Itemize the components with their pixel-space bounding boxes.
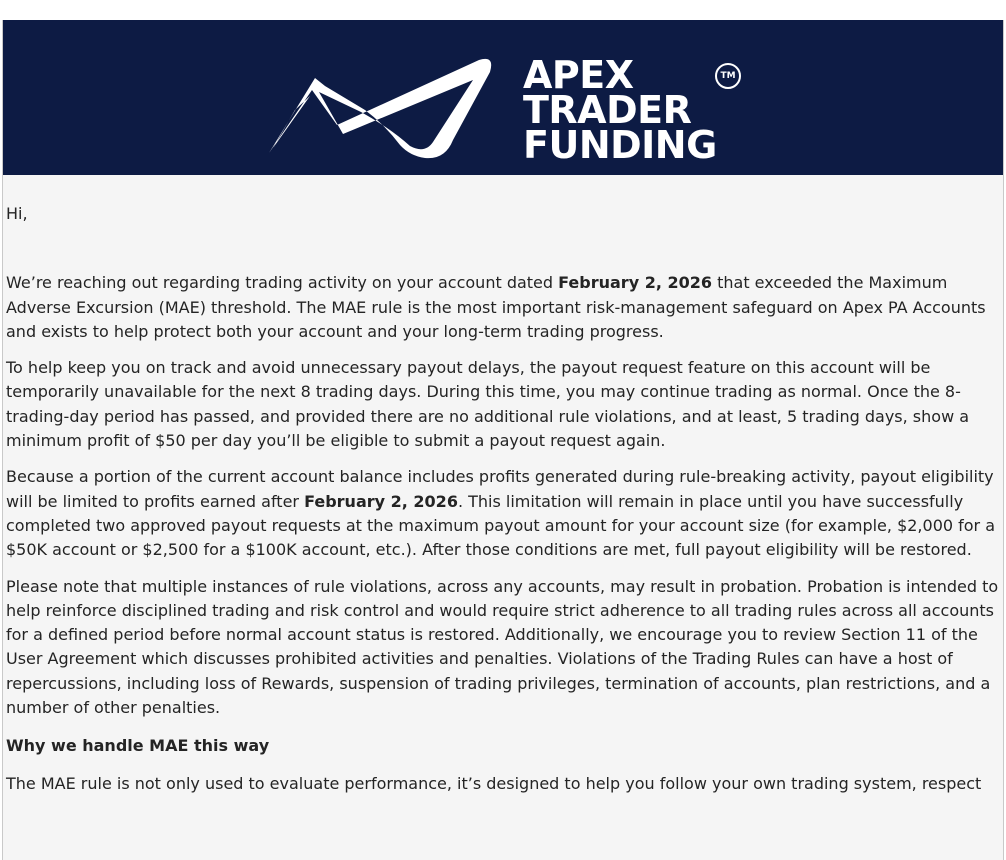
paragraph-payout-eligibility bbox=[6, 465, 1000, 562]
paragraph-mae-purpose: The MAE rule is not only used to evaluate performance, it’s designed to help you follow your own trading system, respect bbox=[6, 773, 982, 793]
paragraph-probation: Please note that multiple instances of rule violations, across any accounts, may result in probation. Probation is intended to help reinforce disciplined trading and risk control and would require strict adherence to all trading rules across all accounts for a defined period before normal account status is restored. Additionally, we encourage you to review Section 11 of the User Agreement which discusses prohibited activities and penalties. Violations of the Trading Rules can have a host of repercussions, including loss of Rewards, suspension of trading privileges, termination of accounts, plan restrictions, and a number of other penalties. bbox=[6, 576, 999, 718]
violation-date: February 2, 2026 bbox=[558, 273, 713, 293]
email-frame bbox=[2, 20, 1004, 860]
brand-line-trader: TRADER bbox=[523, 88, 692, 132]
paragraph-3-text-c: . This limitation will remain in place until you have successfully completed two approved payout requests at the maximum payout amount for your account size (for example, $2,000 for a $50K account or $2,500 for a $100K account, etc.). After those conditions are met, full payout eligibility will be restored. bbox=[6, 491, 996, 560]
greeting-text: Hi, bbox=[6, 204, 28, 223]
header-banner bbox=[3, 20, 1003, 175]
apex-logo-icon bbox=[265, 50, 495, 165]
paragraph-mae-notice bbox=[6, 271, 1000, 344]
email-body bbox=[3, 202, 1003, 796]
brand-wordmark bbox=[523, 53, 717, 167]
eligibility-date: February 2, 2026 bbox=[304, 491, 458, 511]
brand-line-funding: FUNDING bbox=[523, 123, 717, 167]
paragraph-payout-pause: To help keep you on track and avoid unnecessary payout delays, the payout request feature on this account will be temporarily unavailable for the next 8 trading days. During this time, you may continue trading as normal. Once the 8-trading-day period has passed, and provided there are no additional rule violations, and at least, 5 trading days, show a minimum profit of $50 per day you’ll be eligible to submit a payout request again. bbox=[6, 358, 970, 451]
trademark-badge: TM bbox=[715, 63, 741, 89]
section-heading: Why we handle MAE this way bbox=[6, 736, 270, 756]
brand-line-apex: APEX bbox=[523, 53, 634, 97]
paragraph-1-text-c: that exceeded the Maximum Adverse Excursion (MAE) threshold. The MAE rule is the most important risk-management safeguard on Apex PA Accounts and exists to help protect both your account and your long-term trading progress. bbox=[6, 273, 986, 341]
paragraph-3-text-a: Because a portion of the current account balance includes profits generated during rule-breaking activity, payout eligibility will be limited to profits earned after bbox=[6, 467, 994, 511]
paragraph-1-text-a: We’re reaching out regarding trading activity on your account dated bbox=[6, 273, 559, 293]
